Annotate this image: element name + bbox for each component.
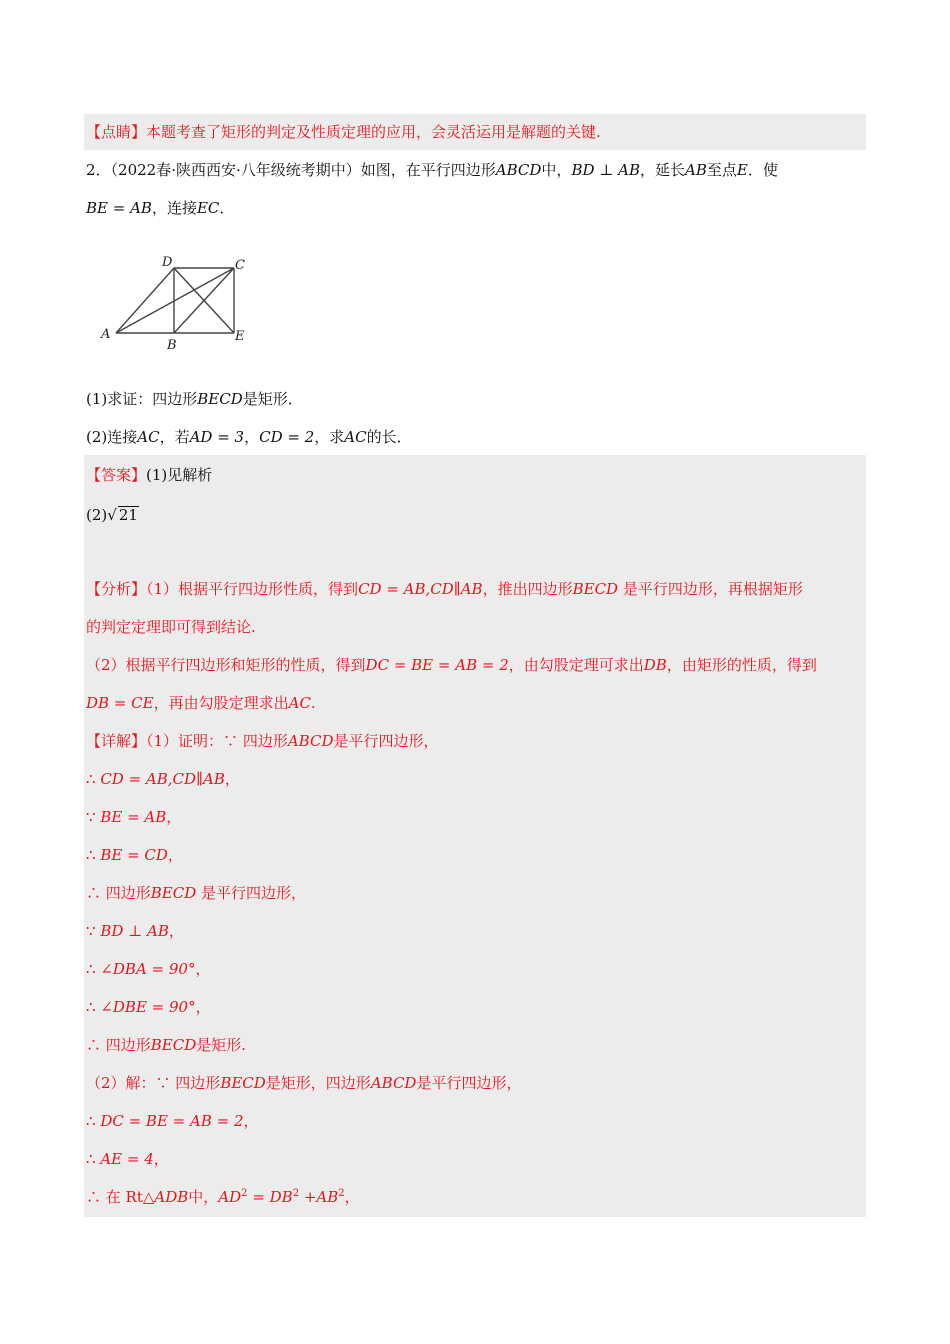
math: BE = CD (100, 846, 168, 864)
text: 中， (188, 1188, 219, 1206)
text: 是矩形． (242, 390, 303, 408)
text: ，再由勾股定理求出 (153, 694, 289, 712)
math: ABCD (287, 732, 334, 750)
text: . (310, 694, 316, 712)
answer-line-2 (86, 505, 139, 525)
symbol: ∴ (86, 960, 96, 978)
math: AC (344, 428, 367, 446)
math: DB = CE (86, 694, 154, 712)
math: ∠DBA = 90° (100, 960, 196, 978)
text: （1）根据平行四边形性质，得到 (146, 580, 359, 598)
analysis-line-4 (86, 693, 316, 713)
answer-tag: 【答案】 (86, 466, 147, 484)
detail-tag: 【详解】 (86, 732, 147, 750)
text: ，若 (159, 428, 190, 446)
math: AE = 4 (100, 1150, 154, 1168)
text: ， (168, 922, 184, 940)
math: E (736, 161, 748, 179)
text: 是矩形，四边形 (265, 1074, 371, 1092)
problem-number: 2． (86, 161, 111, 179)
text: 是平行四边形， (333, 732, 439, 750)
symbol: ∴ (86, 1150, 96, 1168)
detail-line-10 (86, 1073, 521, 1093)
question-1 (86, 389, 303, 409)
geometry-figure (98, 250, 258, 354)
math: DC = BE = AB = 2 (100, 1112, 244, 1130)
detail-line-4 (86, 845, 183, 865)
answer-2-label: (2) (86, 506, 108, 524)
label-b: B (167, 338, 177, 353)
math: ABCD (495, 161, 542, 179)
analysis-line-3 (86, 655, 817, 675)
math: BECD (150, 884, 197, 902)
math: ADB (154, 1188, 189, 1206)
math: BECD (197, 390, 243, 408)
text: ， (167, 846, 183, 864)
label-c: C (235, 258, 245, 273)
text: ，延长 (640, 161, 686, 179)
sqrt-radicand: 21 (118, 506, 138, 524)
detail-line-6 (86, 921, 184, 941)
detail-line-3 (86, 807, 181, 827)
text: 的长． (366, 428, 412, 446)
text: ， (195, 960, 211, 978)
math: ∠DBE = 90° (100, 998, 196, 1016)
text: ， (153, 1150, 169, 1168)
detail-line-13 (86, 1187, 360, 1207)
text: ， (195, 998, 211, 1016)
text: ，由勾股定理可求出 (508, 656, 644, 674)
math: AD (218, 1188, 242, 1206)
symbol: ∴ (86, 1112, 96, 1130)
text: ． (219, 199, 235, 217)
text: 至点 (706, 161, 737, 179)
text: ，由矩形的性质，得到 (666, 656, 817, 674)
math: AC (288, 694, 311, 712)
text: 是平行四边形， (416, 1074, 522, 1092)
math: DB (643, 656, 667, 674)
answer-1: (1)见解析 (146, 466, 213, 484)
solution-box (84, 455, 866, 1217)
analysis-line-2 (86, 617, 256, 637)
math: = DB (247, 1188, 293, 1206)
text: ，推出四边形 (482, 580, 573, 598)
text: 的判定定理即可得到结论. (86, 618, 256, 636)
note-tag: 【点睛】 (86, 123, 147, 141)
math: CD = AB,CD∥AB (358, 580, 483, 598)
math: CD = AB,CD∥AB (100, 770, 225, 788)
problem-line-2 (86, 198, 234, 218)
sqrt-symbol: √ (107, 506, 117, 524)
math: BE = AB (86, 199, 152, 217)
math: BD ⊥ AB (571, 161, 640, 179)
text: ， (344, 1188, 360, 1206)
symbol: ∴ (86, 998, 96, 1016)
text: ∴ 四边形 (86, 884, 151, 902)
detail-line-5 (86, 883, 306, 903)
math: AB (685, 161, 707, 179)
symbol: ∵ (86, 922, 96, 940)
label-d: D (162, 255, 173, 270)
math: +AB (299, 1188, 339, 1206)
math: ABCD (370, 1074, 417, 1092)
text: (2)连接 (86, 428, 138, 446)
detail-line-2 (86, 769, 240, 789)
detail-line-8 (86, 997, 211, 1017)
text: ．使 (747, 161, 778, 179)
text: ∴ 在 Rt△ (86, 1188, 155, 1206)
problem-text: 如图，在平行四边形 (360, 161, 496, 179)
math: BECD (572, 580, 619, 598)
label-a: A (101, 327, 111, 342)
text: ， (244, 428, 260, 446)
text: （2）解：∵ 四边形 (86, 1074, 221, 1092)
symbol: ∴ (86, 846, 96, 864)
detail-line-9 (86, 1035, 246, 1055)
text: 是平行四边形，再根据矩形 (618, 580, 803, 598)
analysis-line-1 (86, 579, 803, 599)
math: CD = 2 (259, 428, 315, 446)
text: (1)求证：四边形 (86, 390, 198, 408)
problem-source: （2022春·陕西西安·八年级统考期中） (110, 161, 361, 179)
math: BECD (220, 1074, 266, 1092)
text: ∴ 四边形 (86, 1036, 151, 1054)
math: BE = AB (100, 808, 167, 826)
math: BECD (150, 1036, 197, 1054)
segment-ac (116, 268, 234, 333)
superscript: 2 (338, 1188, 345, 1199)
detail-line-7 (86, 959, 211, 979)
text: ， (166, 808, 182, 826)
text: 中， (541, 161, 572, 179)
text: ，求 (314, 428, 345, 446)
detail-line-1 (86, 731, 438, 751)
text: ，连接 (151, 199, 197, 217)
math: EC (196, 199, 220, 217)
superscript: 2 (292, 1188, 300, 1199)
superscript: 2 (241, 1188, 248, 1199)
problem-line-1 (86, 160, 778, 180)
text: ， (224, 770, 240, 788)
text: 是矩形. (196, 1036, 247, 1054)
label-e: E (235, 329, 245, 344)
segment-ad (116, 268, 174, 333)
answer-line-1 (86, 465, 212, 485)
text: 是平行四边形， (196, 884, 307, 902)
detail-line-11 (86, 1111, 259, 1131)
note-text: 本题考查了矩形的判定及性质定理的应用，会灵活运用是解题的关键. (146, 123, 601, 141)
math: DC = BE = AB = 2 (365, 656, 509, 674)
analysis-tag: 【分析】 (86, 580, 147, 598)
text: （1）证明：∵ 四边形 (146, 732, 288, 750)
text: ， (243, 1112, 259, 1130)
symbol: ∵ (86, 808, 96, 826)
text: （2）根据平行四边形和矩形的性质，得到 (86, 656, 366, 674)
question-2 (86, 427, 412, 447)
math: AD = 3 (189, 428, 245, 446)
detail-line-12 (86, 1149, 169, 1169)
symbol: ∴ (86, 770, 96, 788)
math: AC (137, 428, 160, 446)
math: BD ⊥ AB (100, 922, 169, 940)
note-line (86, 122, 601, 142)
